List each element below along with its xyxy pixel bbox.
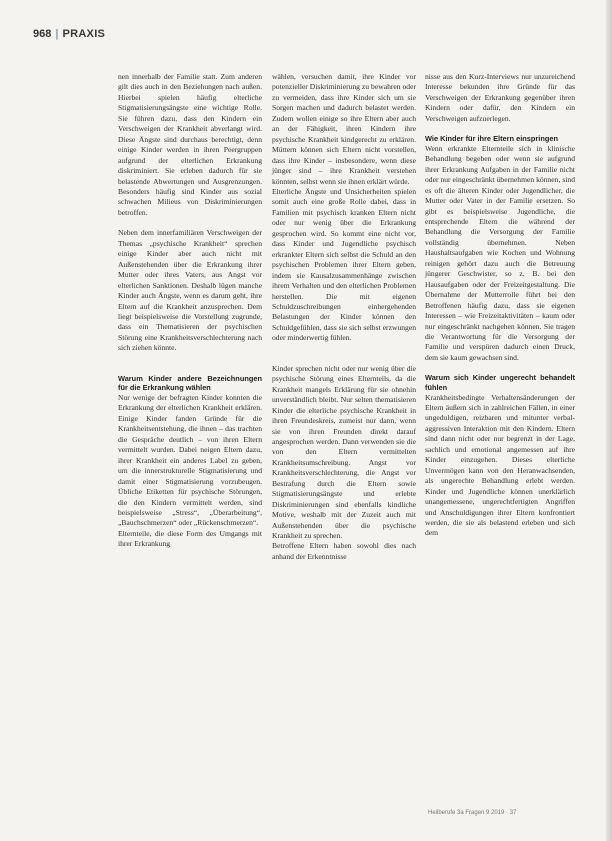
section-title: PRAXIS xyxy=(62,28,106,40)
page-number: 968 xyxy=(33,28,52,40)
text-column-2 xyxy=(272,72,416,562)
header-separator: | xyxy=(55,28,59,40)
paragraph: Nur wenige der befragten Kinder konnten die Erkrankung der elterlichen Krankheit erklären. Einige Kinder fanden Gründe für die Krankheitsentstehung, die ihnen – das trachten die Gespräche deutlich – von ihren Eltern vermittelt wurden. Dabei neigen Eltern dazu, ihrer Krankheit ein anderes Label zu geben, um die innerstrukturelle Stigmatisierung und damit einer Stigmatisierung vorzubeugen. Übliche Etiketten für psychische Störungen, die den Kindern vermittelt werden, sind beispielsweise „Stress“, „Überarbeitung“, „Bauchschmerzen“ oder „Rückenschmerzen“. xyxy=(118,392,262,528)
text-column-1 xyxy=(118,72,262,550)
paragraph: Betroffene Eltern haben sowohl dies nach anhand der Erkenntnisse xyxy=(272,541,416,561)
paragraph: Elternteile, die diese Form des Umgangs mit ihrer Erkrankung xyxy=(118,528,262,549)
paragraph: nisse aus den Kurz-Interviews nur unzureichend Interesse bekunden ihre Gründe für das Verschweigen der Erkrankung gegenüber ihren Kindern oder dafür, den Kindern ein Verschweigen aufzuerlegen. xyxy=(425,72,575,123)
page-footer: Heilberufe 3a Fragen 9 2019 · 37 xyxy=(428,810,517,816)
paragraph: Wenn erkrankte Elternteile sich in klinische Behandlung begeben oder wenn sie aufgrund ihrer Erkrankung Aufgaben in der Familie nicht oder nur eingeschränkt übernehmen können, sind es oft die älteren Kinder oder Jugendlicher, die Mutter oder Vater in der Familie ersetzen. So gibt es beispielsweise Jugendliche, die entsprechende Eltern die während der Behandlung die Versorgung der Familie vollständig übernehmen. Neben Haushaltsaufgaben wie Kochen und Wohnung reinigen gehört dazu auch die Betreuung jüngerer Geschwister, so z. B. bei den Hausaufgaben oder der Freizeitgestaltung. Die Übernahme der Mutterrolle führt bei den Betroffenen häufig dazu, dass sie eigenen Interessen – wie Freizeitaktivitäten – kaum oder nur eingeschränkt nachgehen können. Sie tragen die Verantwortung für die Versorgung der Familie und verspüren dadurch einen Druck, dem sie kaum gewachsen sind. xyxy=(425,143,575,362)
paragraph: Elterliche Ängste und Unsicherheiten spielen somit auch eine große Rolle dabei, dass in Familien mit psychisch kranken Eltern nicht oder nur wenig über die Erkrankung gesprochen wird. So kommt eine nicht vor, dass Kinder und Jugendliche psychisch erkrankter Eltern sich selbst die Schuld an den psychischen Problemen ihrer Eltern geben, indem sie Kausalzusammenhänge zwischen ihrem Verhalten und den elterlichen Problemen herstellen. Die mit eigenen Schuldzuschreibungen einhergehenden Belastungen der Kinder können den Schuldgefühlen, dass sie sich selbst erzwungen oder minderwertig fühlen. xyxy=(272,186,416,343)
paragraph: Kinder sprechen nicht oder nur wenig über die psychische Störung eines Elternteils, da die Krankheit mangels Erklärung für sie ohnehin unverständlich bleibt. Nur selten thematisieren Kinder die elterliche psychische Krankheit in ihren Freundeskreis, zumeist nur dann, wenn sie von ihren Freunden direkt darauf angesprochen werden. Dann verwenden sie die von den Eltern vermittelten Krankheitsumschreibung. Angst vor Krankheitsverschlechterung, die Angst vor Bestrafung durch die Eltern sowie Stigmatisierungsängste und erlebte Diskriminierungen sind ebenfalls kindliche Motive, weshalb mit der Zuzeit auch mit Außenstehenden über die psychische Krankheit zu sprechen. xyxy=(272,363,416,541)
paragraph: nen innerhalb der Familie statt. Zum anderen gilt dies auch in den Beziehungen nach außen. Hierbei spielen häufig elterliche Stigmatisierungsängste eine wichtige Rolle. Sie führen dazu, dass den Kindern ein Verschweigen der Krankheit abverlangt wird. Diese Ängste sind durchaus berechtigt, denn einige Kinder werden in ihren Peergruppen aufgrund der elterlichen Erkrankung diskriminiert. Sie erleben dadurch für sie belastende Abwertungen und Ausgrenzungen. Besonders häufig sind Kinder aus sozial schwachen Milieus von Diskriminierungen betroffen. xyxy=(118,72,262,217)
paragraph: wählen, versuchen damit, ihre Kinder vor potenzieller Diskriminierung zu bewahren oder zu vermeiden, dass ihre Kinder sich um sie Sorgen machen und dadurch belastet werden. Zudem wollen einige so ihre Eltern aber auch an der Fähigkeit, ihren Kindern ihre psychische Krankheit kindgerecht zu erklären. Müttern können sich Eltern nicht vorstellen, dass ihre Kinder – insbesondere, wenn diese jünger sind – ihre Krankheit verstehen könnten, selbst wenn sie ihnen erklärt würde. xyxy=(272,72,416,186)
paragraph: Krankheitsbedingte Verhaltensänderungen der Eltern äußern sich in zahlreichen Fällen, in einer ungeduldigen, reizbaren und mitunter verbal-aggressiven Interaktion mit den Kindern. Eltern sind dann nicht oder nur begrenzt in der Lage, sachlich und emotional angemessen auf ihre Kinder einzugehen. Dieses elterliche Unvermögen kann von den Heranwachsenden, als ungerechte Behandlung erlebt werden. Kinder und Jugendliche können unerklärlich unangemessene, ungerechtfertigten Angriffen und Anschuldigungen ihrer Eltern konfrontiert werden, die sie als belastend erleben und sich dem xyxy=(425,392,575,538)
page-header xyxy=(33,27,105,41)
page-spine-shadow xyxy=(606,0,612,841)
subheading: Wie Kinder für ihre Eltern einspringen xyxy=(425,134,558,144)
text-column-3 xyxy=(425,72,575,539)
subheading: Warum Kinder andere Bezeichnungen für die Erkrankung wählen xyxy=(118,373,262,393)
subheading: Warum sich Kinder ungerecht behandelt fühlen xyxy=(425,373,575,392)
paragraph: Neben dem innerfamiliären Verschweigen der Themas „psychische Krankheit“ sprechen einige Kinder aber auch nicht mit Außenstehenden über die Erkrankung ihrer Mutter oder ihres Vaters, aus Angst vor elterlichen Sanktionen. Deshalb lügen manche Kinder auch Ängste, wenn es darum geht, ihre Eltern auf die Krankheit anzusprechen. Dem liegt beispielsweise die Vorstellung zugrunde, dass ein Thematisieren der psychischen Störung eine Krankheitsverschlechterung nach sich ziehen könnte. xyxy=(118,228,262,353)
